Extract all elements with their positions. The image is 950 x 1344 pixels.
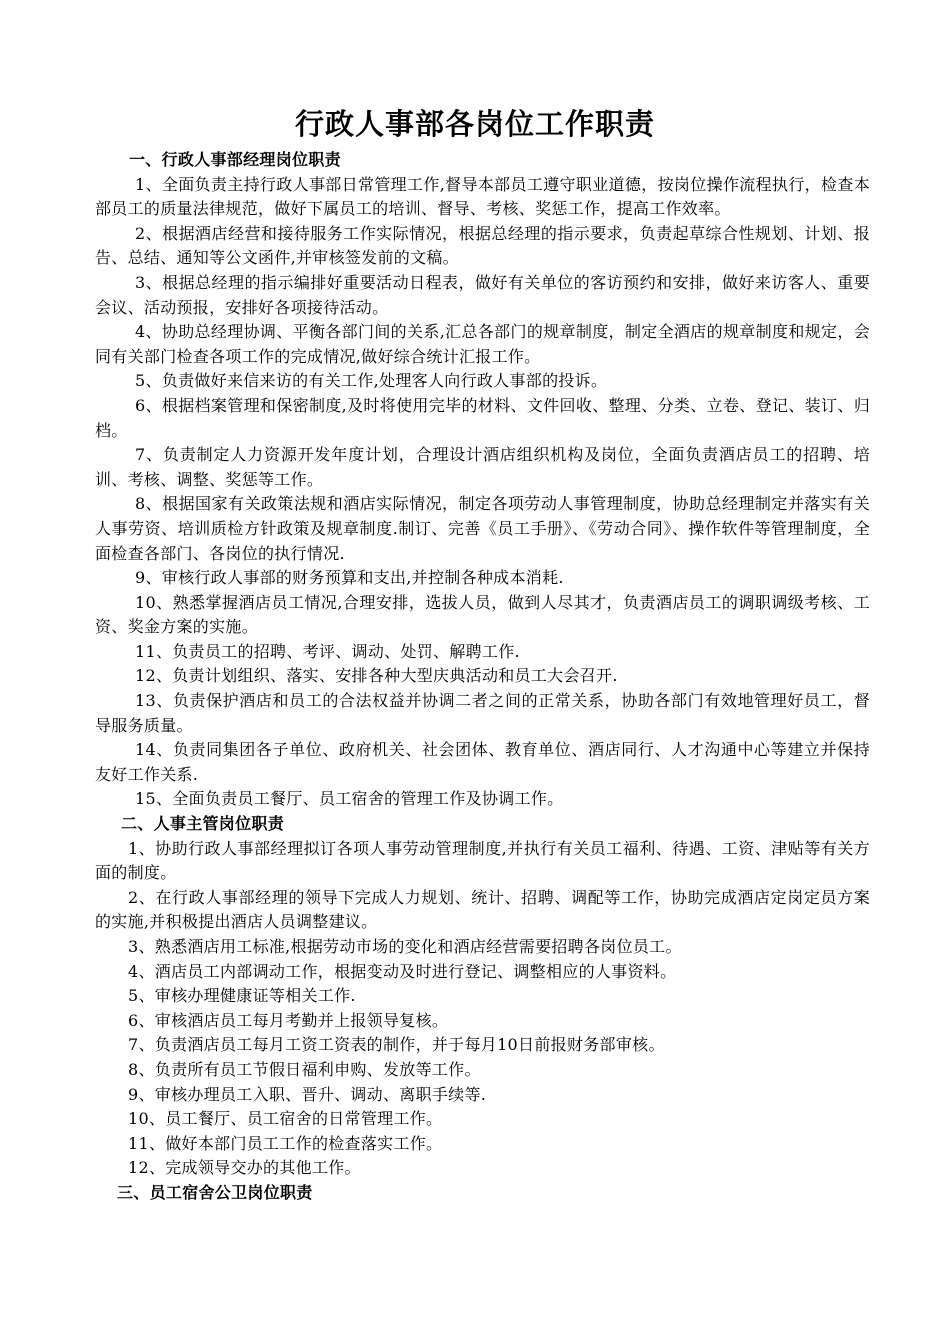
list-item: 2、在行政人事部经理的领导下完成人力规划、统计、招聘、调配等工作，协助完成酒店定岗定员方案的实施,并积极提出酒店人员调整建议。: [95, 887, 870, 932]
list-item: 5、负责做好来信来访的有关工作,处理客人向行政人事部的投诉。: [135, 371, 608, 391]
list-item: 11、负责员工的招聘、考评、调动、处罚、解聘工作.: [135, 641, 520, 661]
list-item: 7、负责制定人力资源开发年度计划，合理设计酒店组织机构及岗位，全面负责酒店员工的招聘、培训、考核、调整、奖惩等工作。: [95, 445, 870, 489]
list-item: 7、负责酒店员工每月工资工资表的制作，并于每月10日前报财务部审核。: [128, 1035, 665, 1055]
list-item: 2、根据酒店经营和接待服务工作实际情况，根据总经理的指示要求，负责起草综合性规划、计划、报告、总结、通知等公文函件,并审核签发前的文稿。: [95, 223, 870, 268]
list-item: 8、根据国家有关政策法规和酒店实际情况，制定各项劳动人事管理制度，协助总经理制定并落实有关人事劳资、培训质检方针政策及规章制度.制订、完善《员工手册》、《劳动合同》、操作软件等管理制度，全面检查各部门、各岗位的执行情况.: [95, 494, 870, 563]
list-item: 5、审核办理健康证等相关工作.: [128, 986, 356, 1006]
list-item: 1、全面负责主持行政人事部日常管理工作,督导本部员工遵守职业道德，按岗位操作流程执行，检查本部员工的质量法律规范，做好下属员工的培训、督导、考核、奖惩工作，提高工作效率。: [95, 174, 870, 219]
list-item: 9、审核行政人事部的财务预算和支出,并控制各种成本消耗.: [135, 568, 564, 588]
list-item: 6、根据档案管理和保密制度,及时将使用完毕的材料、文件回收、整理、分类、立卷、登记、装订、归档。: [95, 395, 870, 440]
list-item: 6、审核酒店员工每月考勤并上报领导复核。: [128, 1010, 449, 1030]
section-heading: 一、行政人事部经理岗位职责: [129, 150, 341, 169]
section-heading: 二、人事主管岗位职责: [121, 814, 285, 834]
list-item: 15、全面负责员工餐厅、员工宿舍的管理工作及协调工作。: [135, 789, 564, 809]
list-item: 8、负责所有员工节假日福利申购、发放等工作。: [128, 1059, 481, 1079]
list-item: 3、根据总经理的指示编排好重要活动日程表，做好有关单位的客访预约和安排，做好来访客人、重要会议、活动预报，安排好各项接待活动。: [95, 272, 870, 317]
list-item: 4、协助总经理协调、平衡各部门间的关系,汇总各部门的规章制度，制定全酒店的规章制度和规定，会同有关部门检查各项工作的完成情况,做好综合统计汇报工作。: [95, 322, 870, 366]
document-body: [95, 148, 870, 1206]
list-item: 12、完成领导交办的其他工作。: [128, 1158, 361, 1178]
list-item: 11、做好本部门员工工作的检查落实工作。: [128, 1133, 443, 1153]
list-item: 1、协助行政人事部经理拟订各项人事劳动管理制度,并执行有关员工福利、待遇、工资、津贴等有关方面的制度。: [95, 838, 870, 883]
list-item: 12、负责计划组织、落实、安排各种大型庆典活动和员工大会召开.: [135, 666, 618, 686]
list-item: 10、员工餐厅、员工宿舍的日常管理工作。: [128, 1109, 443, 1129]
list-item: 13、负责保护酒店和员工的合法权益并协调二者之间的正常关系，协助各部门有效地管理好员工，督导服务质量。: [95, 691, 870, 735]
document-title: 行政人事部各岗位工作职责: [294, 107, 655, 141]
list-item: 14、负责同集团各子单位、政府机关、社会团体、教育单位、酒店同行、人才沟通中心等建立并保持友好工作关系.: [95, 740, 870, 784]
list-item: 4、酒店员工内部调动工作，根据变动及时进行登记、调整相应的人事资料。: [128, 961, 677, 981]
list-item: 9、审核办理员工入职、晋升、调动、离职手续等.: [128, 1084, 487, 1104]
list-item: 3、熟悉酒店用工标准,根据劳动市场的变化和酒店经营需要招聘各岗位员工。: [128, 937, 682, 956]
section-heading: 三、员工宿舍公卫岗位职责: [117, 1182, 313, 1202]
list-item: 10、熟悉掌握酒店员工情况,合理安排，选拔人员，做到人尽其才，负责酒店员工的调职调级考核、工资、奖金方案的实施。: [95, 592, 870, 637]
